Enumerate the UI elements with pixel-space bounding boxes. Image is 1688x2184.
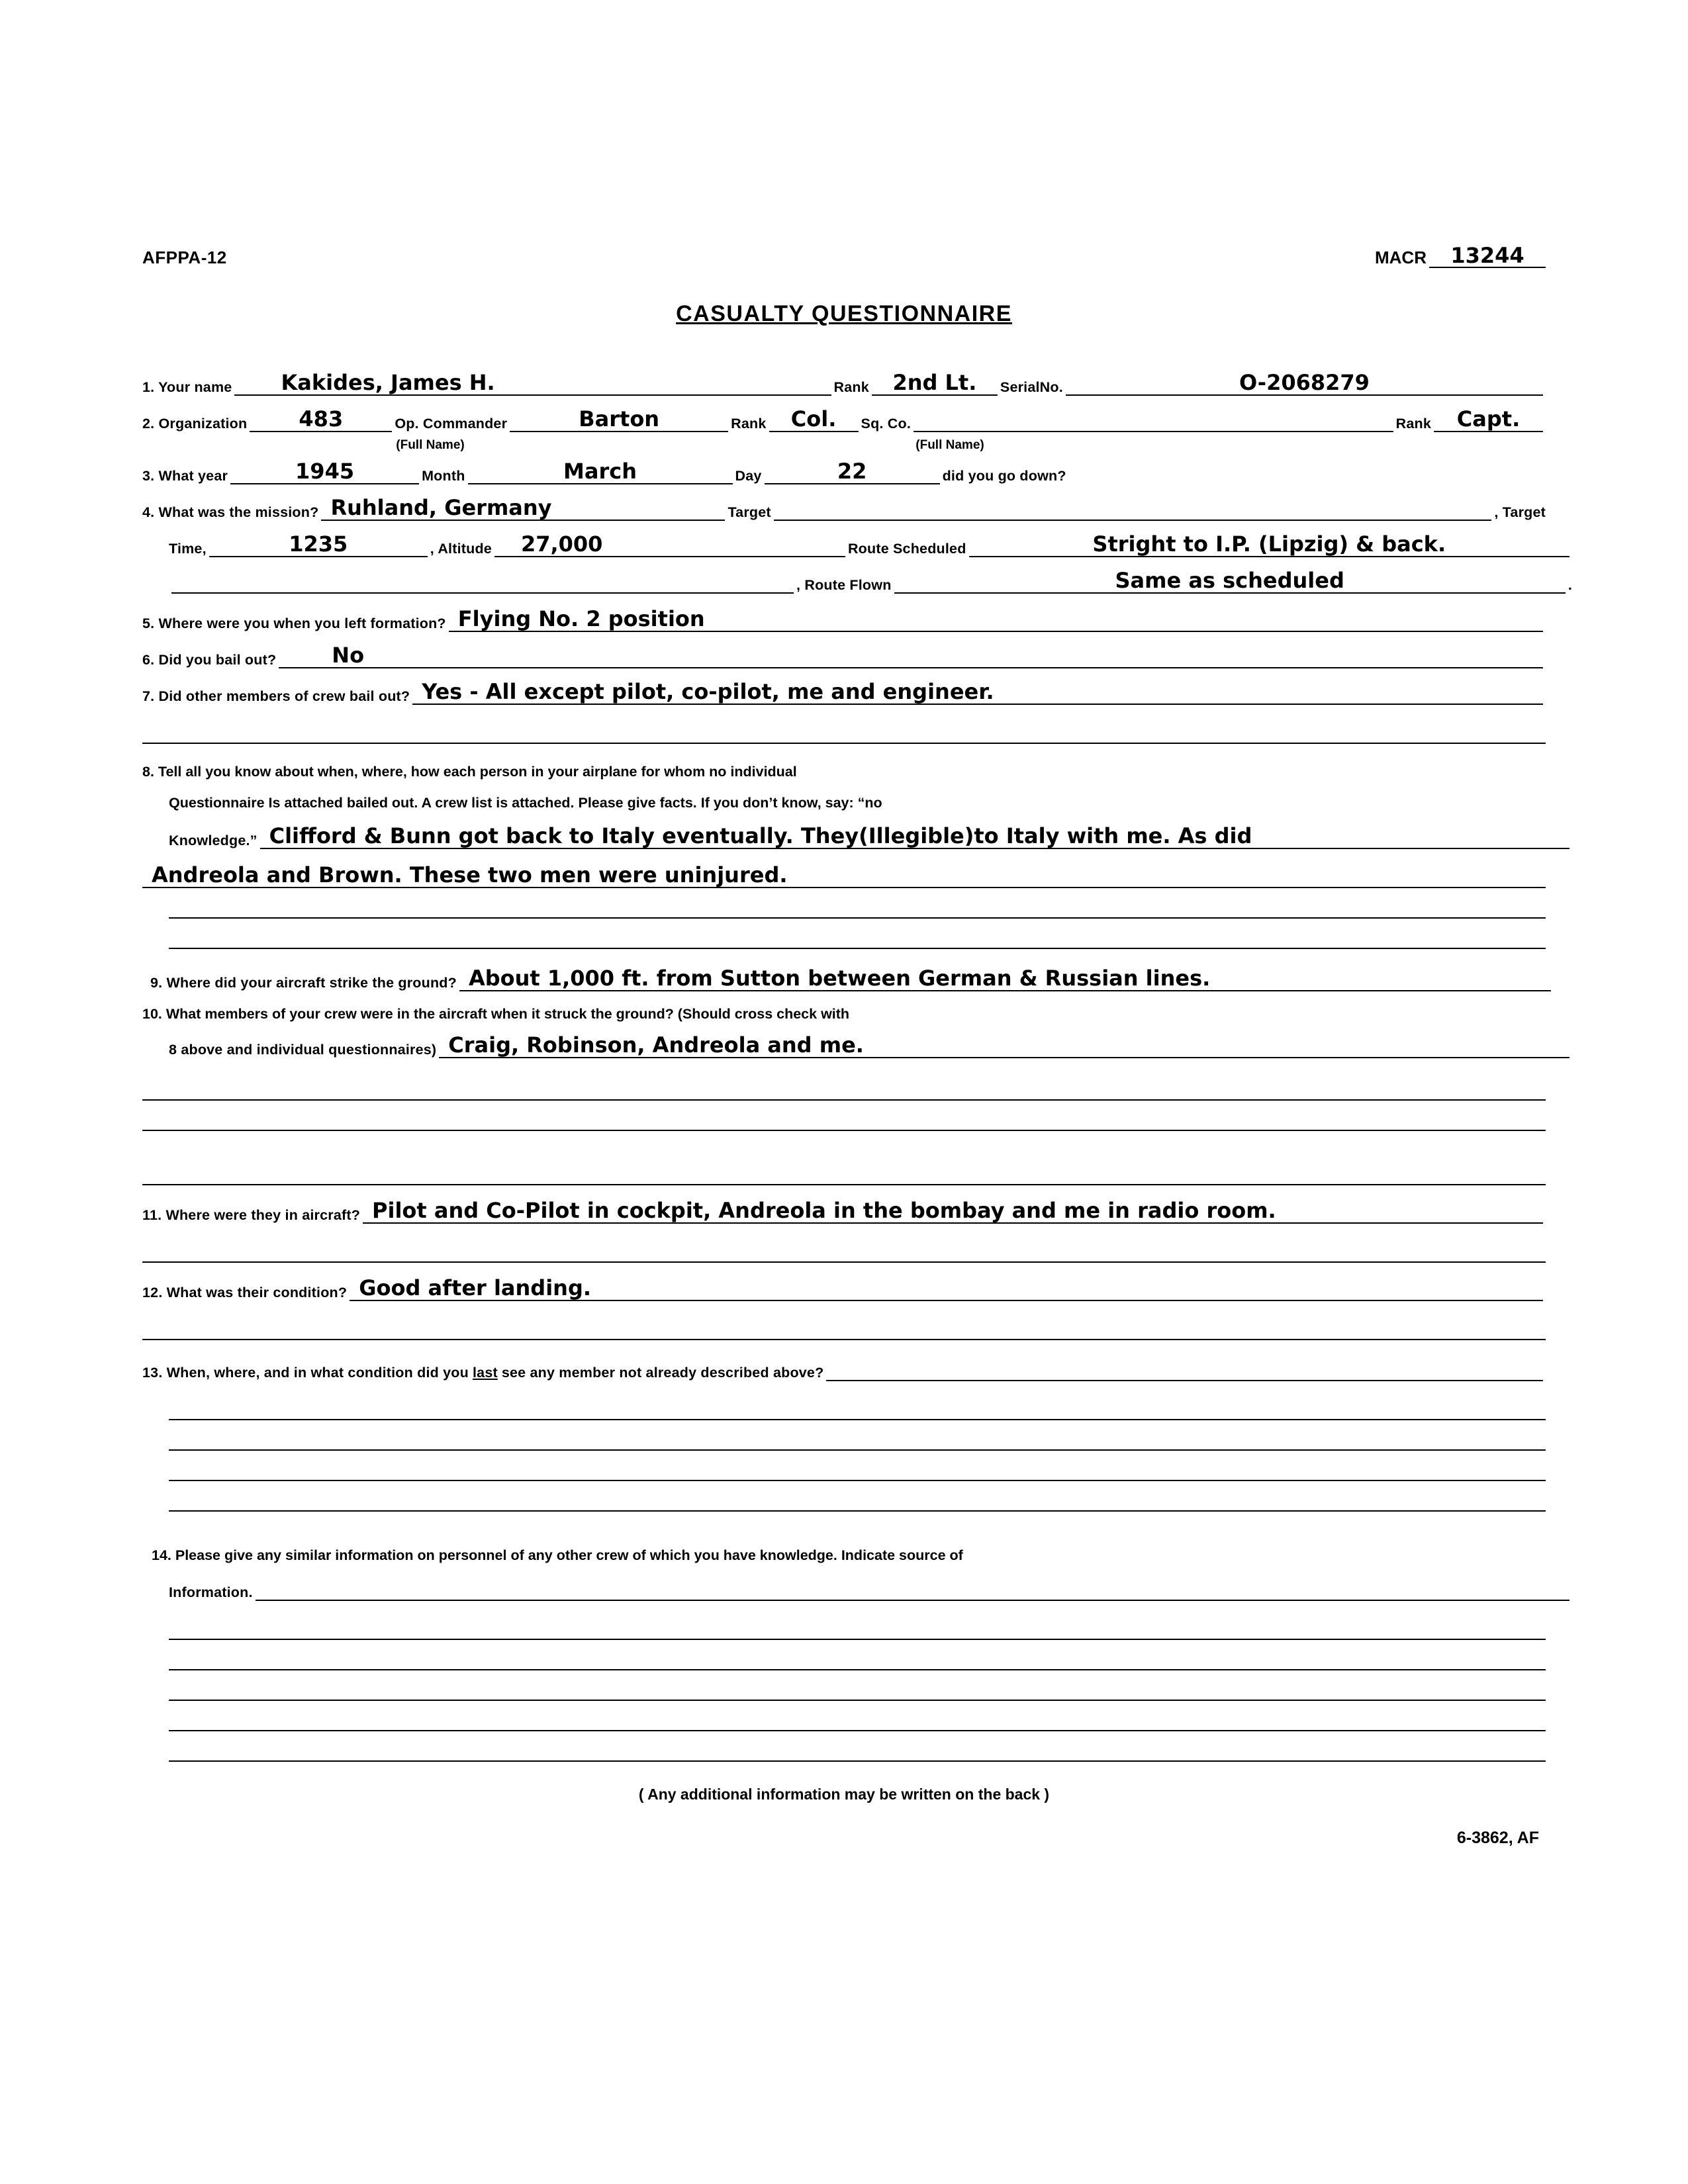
question-7-row — [142, 677, 1546, 705]
q8-answer-row-1 — [169, 821, 1572, 849]
q7-label: 7. Did other members of crew bail out? — [142, 688, 410, 704]
page-title: CASUALTY QUESTIONNAIRE — [676, 301, 1012, 326]
question-4-row-b — [169, 529, 1572, 557]
q1-rank-value: 2nd Lt. — [892, 370, 977, 395]
q14-extra-line-1 — [169, 1610, 1546, 1640]
macr-value: 13244 — [1429, 245, 1546, 268]
question-14-block — [142, 1545, 1546, 1762]
q6-label: 6. Did you bail out? — [142, 652, 277, 668]
question-6-row — [142, 641, 1546, 668]
q1-name-field — [234, 368, 831, 396]
q8-value-line1: Clifford & Bunn got back to Italy eventually. They(Illegible)to Italy with me. As did — [269, 823, 1252, 848]
q4-target-field — [774, 493, 1492, 521]
q14-field — [256, 1573, 1570, 1601]
q12-label: 12. What was their condition? — [142, 1284, 348, 1300]
q4-time-label: Time, — [169, 541, 207, 557]
full-name-notes — [142, 438, 1546, 453]
q7-field — [412, 677, 1543, 705]
q2-rank-field — [769, 404, 859, 432]
question-8-block — [142, 761, 1546, 949]
q9-value: About 1,000 ft. from Sutton between German & Russian lines. — [468, 965, 1211, 991]
q14-extra-line-5 — [169, 1731, 1546, 1762]
macr-field — [1375, 245, 1546, 268]
q12-extra-line — [142, 1310, 1546, 1340]
q11-field — [363, 1196, 1543, 1224]
q4-mission-value: Ruhland, Germany — [330, 495, 552, 520]
q11-extra-line — [142, 1232, 1546, 1263]
footer-note: ( Any additional information may be written on the back ) — [638, 1786, 1050, 1803]
q4-route-flown-label: , Route Flown — [796, 577, 892, 593]
q13-label-b: see any member not already described above? — [501, 1364, 824, 1381]
q13-label-a: 13. When, where, and in what condition did you — [142, 1364, 469, 1381]
q6-field — [279, 641, 1543, 668]
q9-field — [459, 964, 1551, 991]
q4-time-field — [209, 529, 428, 557]
question-9-row — [150, 964, 1554, 991]
question-3-row — [142, 457, 1546, 484]
q14-extra-line-2 — [169, 1640, 1546, 1670]
q14-label-line1: 14. Please give any similar information on personnel of any other crew of which you have knowledge. Indicate source of — [152, 1547, 963, 1563]
q3-day-label: Day — [735, 468, 762, 484]
q7-extra-line — [142, 713, 1546, 744]
footer-form-number: 6-3862, AF — [1456, 1829, 1539, 1848]
q13-extra-line-1 — [169, 1390, 1546, 1420]
q1-serial-field — [1066, 368, 1543, 396]
q2-op-commander-label: Op. Commander — [395, 416, 508, 432]
question-11-row — [142, 1196, 1546, 1224]
q5-value: Flying No. 2 position — [457, 606, 705, 631]
q8-field-1 — [260, 821, 1570, 849]
q5-field — [449, 604, 1543, 632]
q8-label-line2: Questionnaire Is attached bailed out. A crew list is attached. Please give facts. If you don’t know, say: “no — [169, 795, 882, 811]
q14-label-line2: Information. — [169, 1584, 253, 1601]
q13-extra-line-4 — [169, 1481, 1546, 1512]
q9-label: 9. Where did your aircraft strike the ground? — [150, 974, 457, 991]
full-name-note-1: (Full Name) — [396, 438, 465, 452]
q8-line-4 — [169, 919, 1546, 949]
q13-label-underline: last — [472, 1364, 498, 1381]
q11-value: Pilot and Co-Pilot in cockpit, Andreola in the bombay and me in radio room. — [372, 1197, 1276, 1223]
q4-mission-field — [321, 493, 725, 521]
q11-label: 11. Where were they in aircraft? — [142, 1206, 361, 1223]
q2-rank2-label: Rank — [1395, 416, 1431, 432]
form-content — [142, 243, 1572, 1848]
q4-altitude-field — [494, 529, 845, 557]
q10-extra-line-1 — [142, 1070, 1546, 1101]
q2-rank2-value: Capt. — [1456, 406, 1521, 432]
q4-continuation-field — [171, 566, 794, 594]
q2-rank-value: Col. — [790, 406, 837, 432]
q1-serial-label: SerialNo. — [1000, 379, 1063, 395]
q2-rank-label: Rank — [731, 416, 767, 432]
q2-label: 2. Organization — [142, 416, 248, 432]
q13-extra-line-3 — [169, 1451, 1546, 1481]
question-1-row — [142, 368, 1546, 396]
q3-tail-label: did you go down? — [942, 468, 1066, 484]
q13-extra-line-2 — [169, 1420, 1546, 1451]
q7-value: Yes - All except pilot, co-pilot, me and engineer. — [422, 679, 994, 704]
question-4-row-c — [169, 566, 1572, 594]
q4-altitude-value: 27,000 — [520, 531, 603, 557]
q4-target-label: Target — [727, 504, 771, 520]
q6-value: No — [332, 643, 365, 668]
q1-label: 1. Your name — [142, 379, 232, 395]
q10-value: Craig, Robinson, Andreola and me. — [448, 1032, 864, 1058]
q1-rank-label: Rank — [833, 379, 869, 395]
q4-route-flown-tail: . — [1568, 577, 1572, 593]
full-name-note-2: (Full Name) — [915, 438, 984, 452]
q3-label: 3. What year — [142, 468, 228, 484]
macr-label: MACR — [1375, 248, 1427, 267]
q14-extra-line-3 — [169, 1670, 1546, 1701]
q2-org-field — [250, 404, 392, 432]
q3-year-value: 1945 — [295, 459, 355, 484]
q4-time-value: 1235 — [289, 531, 348, 557]
q8-label-line3: Knowledge.” — [169, 832, 258, 848]
q3-month-label: Month — [422, 468, 465, 484]
q8-value-line2: Andreola and Brown. These two men were uninjured. — [152, 862, 788, 887]
q2-op-commander-value: Barton — [579, 406, 660, 432]
q4-route-scheduled-label: Route Scheduled — [847, 541, 966, 557]
q10-field — [439, 1030, 1570, 1058]
q12-value: Good after landing. — [359, 1275, 591, 1300]
question-10-block — [142, 1003, 1546, 1185]
q13-field — [826, 1353, 1543, 1381]
q3-day-field — [765, 457, 940, 484]
q1-rank-field — [872, 368, 998, 396]
q2-sq-co-field — [914, 404, 1393, 432]
question-4-row-a — [142, 493, 1546, 521]
question-13-row — [142, 1353, 1546, 1381]
q2-rank2-field — [1434, 404, 1543, 432]
q10-extra-line-2 — [142, 1101, 1546, 1131]
q3-month-value: March — [563, 459, 637, 484]
form-code: AFPPA-12 — [142, 248, 227, 267]
q14-extra-line-4 — [169, 1701, 1546, 1731]
q4-route-flown-field — [894, 566, 1566, 594]
q8-label-line1: 8. Tell all you know about when, where, how each person in your airplane for whom no individual — [142, 764, 797, 780]
q8-line-3 — [169, 888, 1546, 919]
q3-year-field — [230, 457, 419, 484]
q2-org-value: 483 — [299, 406, 344, 432]
q1-name-value: Kakides, James H. — [281, 370, 495, 395]
question-2-row — [142, 404, 1546, 432]
question-5-row — [142, 604, 1546, 632]
q5-label: 5. Where were you when you left formation? — [142, 615, 446, 631]
q2-op-commander-field — [510, 404, 728, 432]
q4-route-scheduled-field — [969, 529, 1570, 557]
q10-extra-line-3 — [142, 1131, 1546, 1185]
q10-label-line1: 10. What members of your crew were in the aircraft when it struck the ground? (Should cross check with — [142, 1005, 850, 1022]
q2-sq-co-label: Sq. Co. — [861, 416, 912, 432]
q4-altitude-label: , Altitude — [430, 541, 492, 557]
q4-label: 4. What was the mission? — [142, 504, 319, 520]
q3-month-field — [468, 457, 733, 484]
q4-route-flown-value: Same as scheduled — [1115, 568, 1344, 593]
q4-target-tail: , Target — [1494, 504, 1546, 520]
question-12-row — [142, 1273, 1546, 1301]
q4-route-scheduled-value: Stright to I.P. (Lipzig) & back. — [1092, 531, 1446, 557]
form-header — [142, 245, 1546, 268]
q1-serial-value: O-2068279 — [1239, 370, 1370, 395]
q8-line-2 — [142, 858, 1546, 888]
q10-label-line2: 8 above and individual questionnaires) — [169, 1041, 437, 1058]
q10-answer-row — [169, 1030, 1572, 1058]
q12-field — [350, 1273, 1543, 1301]
q14-answer-row — [169, 1573, 1572, 1601]
q3-day-value: 22 — [837, 459, 867, 484]
